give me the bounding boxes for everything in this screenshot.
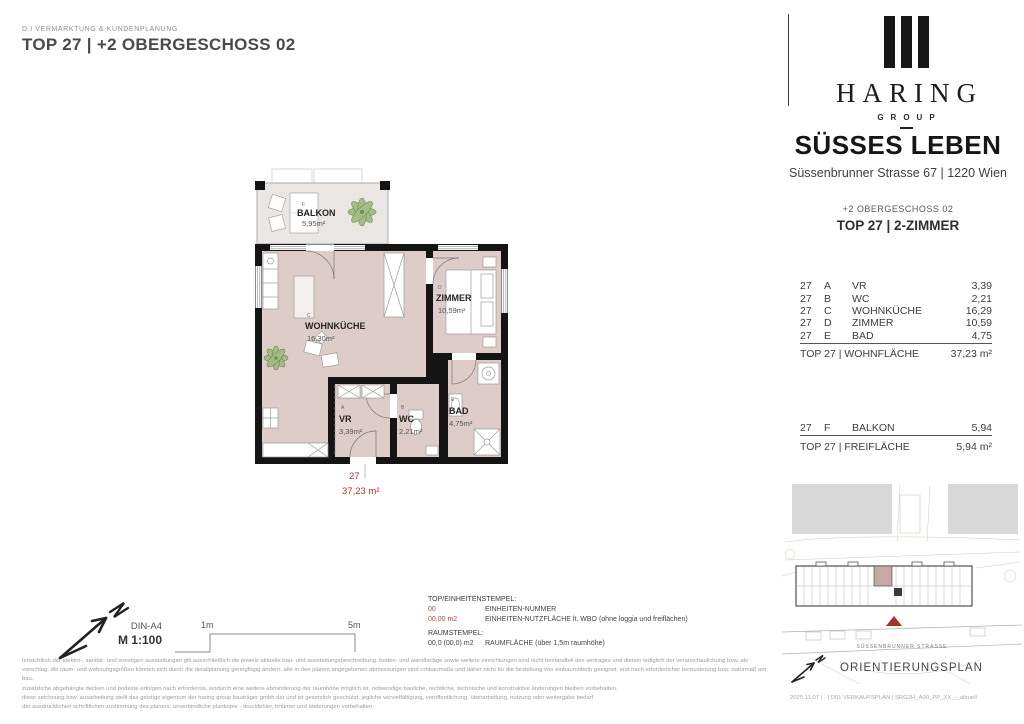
scale-info	[100, 621, 162, 647]
project-unit: TOP 27 | 2-ZIMMER	[836, 218, 960, 233]
svg-text:WC: WC	[399, 414, 414, 424]
unit-stamp	[342, 464, 380, 497]
svg-text:BAD: BAD	[449, 406, 469, 416]
legend-room-header: RAUMSTEMPEL:	[428, 629, 484, 637]
svg-text:C: C	[307, 313, 311, 319]
street-label: SÜSSENBRUNNER STRASSE	[856, 644, 948, 650]
legend-row: 00 EINHEITEN-NUMMER	[428, 606, 557, 613]
svg-text:10,59m²: 10,59m²	[438, 306, 466, 315]
svg-text:5m: 5m	[348, 620, 361, 630]
svg-text:5,95m²: 5,95m²	[302, 219, 326, 228]
highlighted-unit	[874, 566, 892, 586]
logo-wordmark: HARING	[836, 78, 983, 108]
legend-stamp-header: TOP/EINHEITENSTEMPEL:	[428, 596, 517, 603]
department-label: D.I VERMARKTUNG & KUNDENPLANUNG	[22, 26, 178, 33]
header-divider	[788, 14, 789, 106]
project-floor: +2 OBERGESCHOSS 02	[842, 204, 954, 214]
plant-icon	[348, 198, 376, 226]
outdoor-area-total: TOP 27 | FREIFLÄCHE 5,94 m²	[800, 440, 992, 453]
svg-text:27: 27	[349, 471, 360, 482]
svg-text:2,21m²: 2,21m²	[399, 427, 423, 436]
svg-text:B: B	[401, 405, 405, 411]
project-block	[778, 130, 1018, 233]
table-row: 27 F BALKON 5,94	[800, 422, 992, 435]
svg-text:WOHNKÜCHE: WOHNKÜCHE	[305, 321, 366, 331]
svg-text:16,30m²: 16,30m²	[307, 334, 335, 343]
outdoor-area-table	[800, 422, 992, 453]
svg-text:E: E	[451, 397, 455, 403]
haring-logo-icon	[884, 16, 929, 68]
plant-icon	[264, 346, 288, 370]
legend-row: 00,00 m2 EINHEITEN-NUTZFLÄCHE lt. WBO (ohne loggia und freiflächen)	[428, 615, 688, 623]
svg-text:ZIMMER: ZIMMER	[436, 293, 472, 303]
washing-machine-icon	[478, 363, 499, 384]
svg-text:VR: VR	[339, 414, 352, 424]
project-name: SÜSSES LEBEN	[794, 130, 1002, 160]
building-outline	[796, 562, 972, 606]
table-row: 27 D ZIMMER 10,59	[800, 317, 992, 330]
living-area-table	[800, 280, 992, 361]
table-row: 27 B WC 2,21	[800, 292, 992, 305]
svg-text:4,75m²: 4,75m²	[449, 419, 473, 428]
floor-plan	[250, 166, 520, 501]
table-row: 27 A VR 3,39	[800, 280, 992, 293]
shower	[474, 429, 500, 455]
svg-text:F: F	[302, 202, 306, 208]
living-area-total: TOP 27 | WOHNFLÄCHE 37,23 m²	[800, 348, 992, 361]
legend-row: 00,0 (00,0) m2 RAUMFLÄCHE (über 1,5m raumhöhe)	[428, 639, 605, 647]
location-marker-icon	[886, 616, 902, 626]
legend	[428, 596, 728, 649]
logo-subtitle: GROUP	[877, 113, 942, 122]
page-title: TOP 27 | +2 OBERGESCHOSS 02	[22, 35, 296, 54]
project-address: Süssenbrunner Strasse 67 | 1220 Wien	[789, 166, 1007, 180]
orientation-plan-title: ORIENTIERUNGSPLAN	[840, 662, 983, 674]
haring-group-logo	[800, 16, 1012, 129]
svg-text:D: D	[438, 285, 442, 291]
scale-bar	[170, 616, 370, 658]
svg-text:3,39m²: 3,39m²	[339, 427, 363, 436]
svg-text:A: A	[341, 405, 345, 411]
svg-text:1m: 1m	[201, 620, 214, 630]
svg-text:37,23 m²: 37,23 m²	[342, 486, 380, 497]
logo-dash	[900, 127, 913, 129]
table-row: 27 C WOHNKÜCHE 16,29	[800, 304, 992, 317]
map-scale: M 1:100	[117, 633, 162, 647]
svg-text:BALKON: BALKON	[297, 208, 336, 218]
disclaimer-text: hinsichtlich der elektro-, sanitär- und sonstigen ausstattungen gilt ausschließlich die jeweils aktuelle bau- und ausstattungsbeschreibung. boden- und wandbeläge sowie weitere einrichtungen sind nicht bestandteil des vertrages und dienen lediglich der veranschaulichung bzw. als vorschlag. die raum- und wohnungsgrößen können sich durch die detailplanung geringfügig ändern. alle in den plänen angegebenen abmessungen sind rohbaumaße und daher nicht für die bestellung von einbaumöbeln geeignet. erst nach erforderlicher bemusterung bzw. naturmaß am bau. zusätzliche abgehängte decken und podeste erfolgen nach erfordernis, wodurch eine weitere abminderung der raumhöhe möglich ist. notwendige bauliche, rechtliche, technische und konstruktive änderungen bleiben vorbehalten. diese zeichnung bzw. ausarbeitung stellt das geistige eigentum der haring group bauträger gmbh dar und ist gesetzlich geschützt. jegliche vervielfältigung, veröffentlichung, überarbeitung, nutzung oder weitergabe bedarf der ausdrücklichen schriftlichen zustimmung des planers. unverbindliche plankopie - druckfehler, irrtümer und änderungen vorbehalten	[22, 658, 767, 711]
file-info: 2025.11.07 | - | D01 VERKAUFSPLAN | SRG2H_A00_PP_XX_-_aktuell	[790, 695, 977, 701]
north-arrow-icon	[786, 650, 832, 686]
table-row: 27 E BAD 4,75	[800, 329, 992, 342]
paper-size: DIN-A4	[130, 621, 162, 632]
